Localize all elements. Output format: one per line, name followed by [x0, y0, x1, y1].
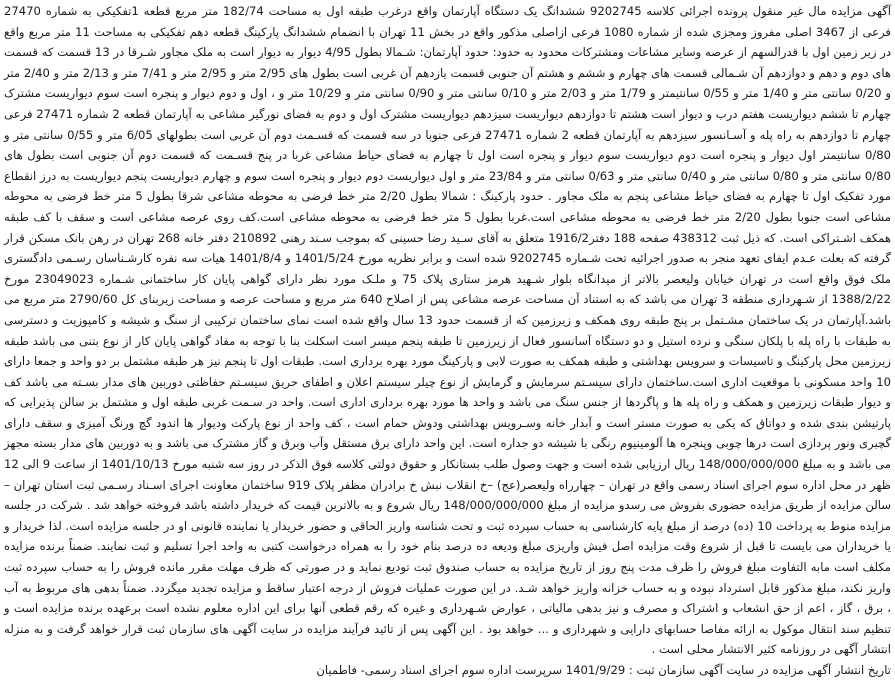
notice-footer-text: تاریخ انتشار آگهی مزایده در سایت آگهی سازمان ثبت : 1401/9/29 سرپرست اداره سوم اجرای اسناد رسمی- فاطمیان — [316, 663, 891, 677]
notice-body-text: آگهی مزایده مال غیر منقول پرونده اجرائی کلاسه 9202745 ششدانگ یک دستگاه آپارتمان واقع درغرب طبقه اول به مساحت 182/74 متر مربع قطعه 1تفکیکی به شماره 27470 فرعی از 3467 اصلی مفروز ومجزی شده از شماره 1080 فرعی ازاصلی مذکور واقع در بخش 11 تهران با انضمام ششدانگ پارکینگ قطعه دهم تفکیکی به مساحت 11 متر مربع واقع در زیر زمین اول با قدرالسهم از عرصه وسایر مشاعات ومشترکات محدود به حدود: حدود آپارتمان: شـمالا بطول 4/95 دیوار به دیوار است به ملک مجاور شـرقا در 13 قسمت که قسمت های دوم و دهم و دوازدهم آن شـمالی قسمت های چهارم و ششم و هشتم آن جنوبی قسمت یازدهم آن غربی است بطول های 2/95 متر و 2/95 متر و 7/41 متر و 2/13 متر و 2/40 متر و 0/20 سانتی متر و 1/40 متر و 0/55 سانتیمتر و 1/79 متر و 2/03 متر و 0/10 سانتی متر و 0/90 سانتی متر و 10/29 متر و ، اول و دوم دیوار و پنجره است سوم دیواریست مشترک چهارم تا ششم دیواریست هفتم درب و دیوار است هشتم تا دوازدهم دیواریست سیزدهم دیواریست مشترک اول و دوم به فضای نورگیر مشاعی به آپارتمان قطعه 2 شماره 27471 فرعی چهارم تا دوازدهم به راه پله و آسـانسور سیزدهم به آپارتمان قطعه 2 شماره 27471 فرعی جنوبا در سه قسمت که قسـمت دوم آن غربی است بطولهای 6/05 متر و 0/55 سانتی متر و 0/80 سانتیمتر اول دیوار و پنجره است دوم دیواریست سوم دیوار و پنجره است اول تا چهارم به فضای حیاط مشاعی غربا در پنج قسـمت که قسمت دوم آن جنوبی است بطول های 0/80 سانتی متر و 0/80 سانتی متر و 0/40 سانتی متر و 0/63 سانتی متر و 23/84 متر و اول دیواریست دوم دیوار و پنجره است سوم و چهارم دیواریست پنجم دیواریست به درز انقطاع مورد تفکیک اول تا چهارم به فضای حیاط مشاعی پنجم به ملک مجاور . حدود پارکینگ : شمالا بطول 2/20 متر خط فرضی به محوطه مشاعی شرقا بطول 5 متر خط فرضی به محوطه مشاعی است جنوبا بطول 2/20 متر خط فرضی به محوطه مشاعی است.غربا بطول 5 متر خط فرضی به محوطه مشاعی است.کف روی عرصه مشاعی است و سقف با کف طبقه همکف اشـتراکی است. که ذیل ثبت 438312 صفحه 188 دفتر1916/2 متعلق به آقای سـید رضا حسینی که بموجب سـند رهنی 210892 دفتر خانه 268 تهران در رهن بانک مسکن قرار گرفته که بعلت عـدم ایفای تعهد منجر به صدور اجرائیه تحت شـماره 9202745 شده است و برابر نظریه مورخ 1401/5/24 و 1401/8/4 هیات سه نفره کارشـناسان رسـمی دادگستری ملک فوق واقع است در تهران خیابان ولیعصر بالاتر از میدانگاه بلوار شـهید هرمز ستاری پلاک 75 و ملـک مورد نظر دارای گواهی پایان کار ساختمانی شـماره 23049023 مورخ 1388/2/22 از شـهرداری منطقه 3 تهران می باشد که به استناد آن مساحت عرصه مشاعی پس از اصلاح 640 متر مربع و مساحت عرصه و مساحت زیربنای کل 2790/60 متر مربع می باشد.آپارتمان در یک ساختمان مشـتمل بر پنج طبقه روی همکف و زیرزمین که از قسمت حدود 13 سال واقع شده است نمای ساختمان ترکیبی از سنگ و شیشه و کامپوزیت و دسترسی به طبقات با راه پله با پلکان سنگی و نرده استیل و دو دستگاه آسانسور فعال از زیرزمین تا طبقه پنجم میسر است اسکلت بنا با توجه به مفاد گواهی پایان کار از نوع بتنی می باشد طبقه زیرزمین محل پارکینگ و تاسیسات و سرویس بهداشتی و طبقه همکف به صورت لابی و پارکینگ مورد بهره برداری است. طبقات اول تا پنجم نیز هر طبقه مشتمل بر دو واحد و جمعا دارای 10 واحد مسکونی با موقعیت اداری است.ساختمان دارای سیسـتم سرمایش و گرمایش از نوع چیلر سیستم اعلان و اطفای حریق سیسـتم حفاظتی دوربین های مدار بسـته می باشد کف و دیوار طبقات زیرزمین و همکف و راه پله ها و پاگردها از جنس سنگ می باشد و واحد ها مورد بهره برداری اداری است. واحد در سـمت غربی طبقه اول و مشتمل بر سالن پذیرایی که پارتیشن بندی شده و دواتاق که یکی به صورت مستر است و آبدار خانه وسـرویس بهداشتی ودوش حمام است ، کف واحد از نوع پارکت ودیوار ها اندود گچ ورنگ آمیزی و سقف دارای گچبری ونور پردازی است درها چوبی وپنجره ها آلومینیوم رنگی با شیشه دو جداره است. این واحد دارای برق مستقل وآب وبرق و گاز مشترک می باشد و به دوربین های مدار بسته مجهز می باشد و به مبلغ 148/000/000/000 ریال ارزیابی شده است و جهت وصول طلب بستانکار و حقوق دولتی کلاسه فوق الذکر در روز سه شنبه مورخ 1401/10/13 از ساعت 9 الی 12 ظهر در محل اداره سوم اجرای اسناد رسمی واقع در تهران – چهارراه ولیعصر(عج) –خ انقلاب نبش خ برادران مظفر پلاک 919 ساختمان معاونت اجرای اسـناد رسـمی ثبت استان تهران – سالن مزایده از طریق مزایده حضوری بفروش می رسدو مزایده از مبلغ 148/000/000/000 ریال شروع و به بالاترین قیمت که خریدار داشته باشد فروخته خواهد شد . شرکت در جلسه مزایده منوط به پرداخت 10 (ده) درصد از مبلغ پایه کارشناسی به حساب سپرده ثبت و تحت شناسه واریز الحاقی و حضور خریدار یا نماینده قانونی او در جلسه مزایده است. لذا خریدار و یا خریداران می بایست تا قبل از شروع وقت مزایده اصل فیش واریزی مبلغ ودیعه ده درصد بنام خود را به همراه درخواست کتبی به واحد اجرا تسلیم و ثبت نمایند. ضمناً برنده مزایده مکلف است مابه التفاوت مبلغ فروش را ظرف مدت پنج روز از تاریخ مزایده به حساب صندوق ثبت تودیع نماید و در صورتی که ظرف مهلت مقرر مانده فروش را به حساب سپرده ثبت واریز نکند، مبلغ مذکور قابل استرداد نبوده و به حساب خزانه واریز خواهد شـد. در این صورت عملیات فروش از درجه اعتبار ساقط و مزایده تجدید میگردد. ضمناً بدهی های مربوط به آب ، برق ، گاز ، اعم از حق انشعاب و اشتراک و مصرف و نیز بدهی مالیاتی ، عوارض شـهرداری و غیره که رقم قطعی آنها برای این اداره معلوم نشده است برعهده برنده مزایده است و تنظیم سند انتقال موکول به ارائه مفاصا حسابهای دارایی و شهرداری و ... خواهد بود . این آگهی پس از تائید فرآیند مزایده در سایت آگهی های سازمان ثبت قرار خواهد گرفت و به منزله انتشار آگهی در روزنامه کثیر الانتشار محلی است . — [4, 4, 892, 657]
auction-notice-document — [4, 1, 892, 677]
